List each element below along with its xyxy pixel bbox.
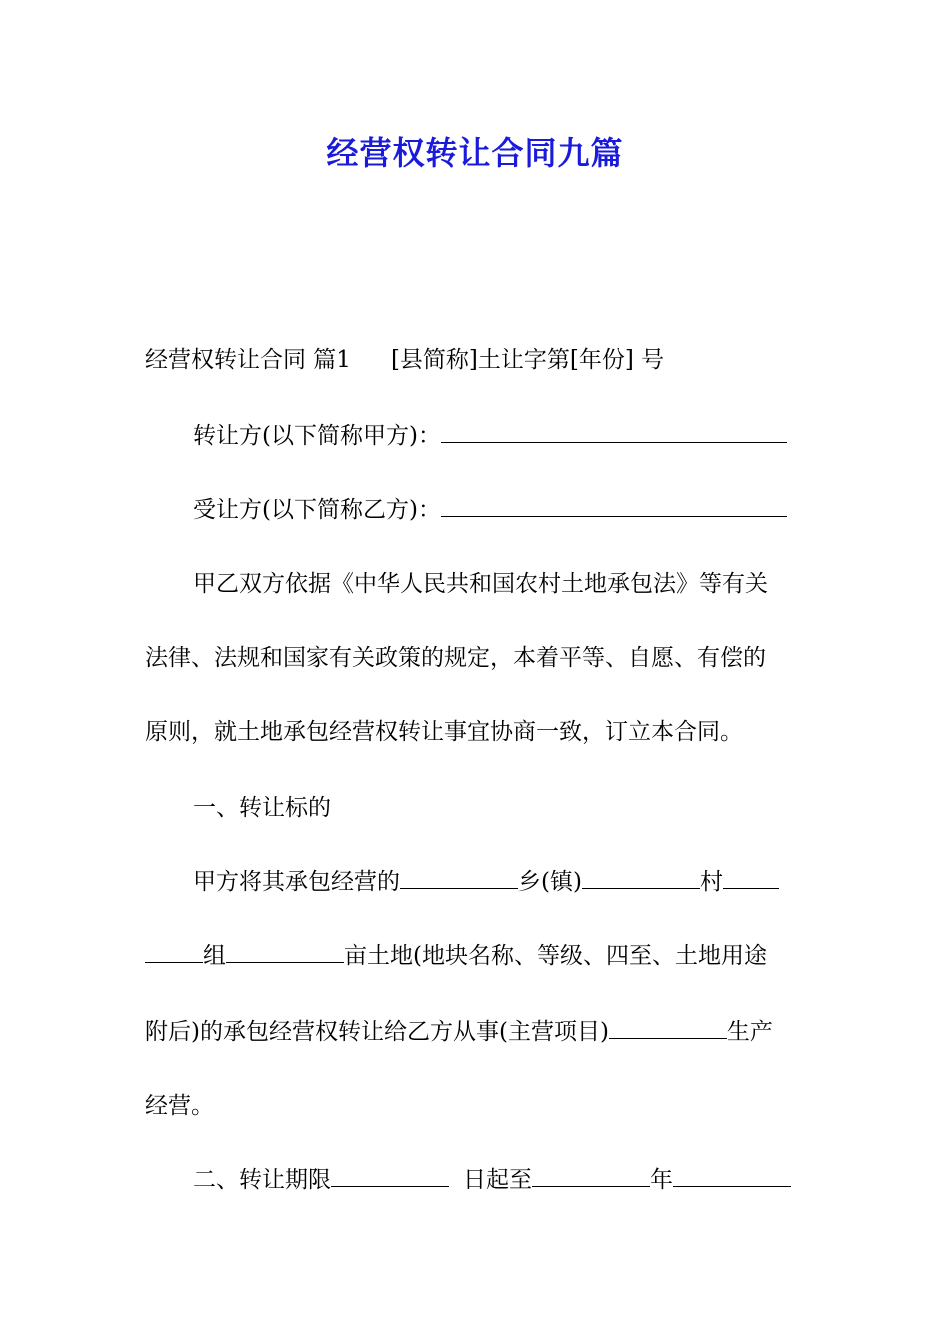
contract-heading-left: 经营权转让合同 篇1	[145, 347, 351, 373]
party-a-blank	[441, 420, 787, 443]
project-blank	[609, 1016, 727, 1039]
section-1-title: 一、转让标的	[193, 795, 331, 821]
group-blank-start	[723, 866, 779, 889]
contract-number: [县简称]土让字第[年份] 号	[390, 347, 665, 373]
intro-line-3: 原则，就土地承包经营权转让事宜协商一致，订立本合同。	[145, 719, 743, 745]
end-year-blank	[532, 1164, 650, 1187]
section-2-line	[145, 1164, 805, 1196]
village-blank	[582, 866, 700, 889]
section-1-line-3	[145, 1016, 805, 1048]
start-date-blank	[331, 1164, 449, 1187]
party-b-blank	[441, 494, 787, 517]
document-title: 经营权转让合同九篇	[326, 134, 624, 172]
section-1-line-1	[145, 866, 805, 898]
section-2-title: 二、转让期限	[193, 1167, 331, 1193]
party-a-label: 转让方(以下简称甲方)：	[193, 423, 441, 449]
township-blank	[400, 866, 518, 889]
party-a-line	[145, 420, 805, 452]
s1-text-d: 组	[203, 943, 226, 969]
s1-text-b: 乡(镇)	[518, 869, 582, 895]
section-1-line-2	[145, 940, 805, 972]
s1-text-c: 村	[699, 869, 723, 895]
party-b-label: 受让方(以下简称乙方)：	[193, 497, 441, 523]
s1-text-f: 附后)的承包经营权转让给乙方从事(主营项目)	[145, 1019, 609, 1045]
party-b-line	[145, 494, 805, 526]
intro-line-1: 甲乙双方依据《中华人民共和国农村土地承包法》等有关	[193, 571, 768, 597]
contract-heading	[145, 344, 805, 376]
group-blank-end	[145, 940, 203, 963]
s1-text-a: 甲方将其承包经营的	[193, 869, 400, 895]
intro-line-2: 法律、法规和国家有关政策的规定，本着平等、自愿、有偿的	[145, 645, 766, 671]
s1-text-g: 生产	[726, 1019, 773, 1045]
section-1-line-4: 经营。	[145, 1093, 214, 1119]
area-blank	[226, 940, 344, 963]
s1-text-e: 亩土地(地块名称、等级、四至、土地用途	[344, 943, 767, 969]
section-2-text-c: 年	[650, 1167, 673, 1193]
end-month-blank	[673, 1164, 791, 1187]
section-2-text-b: 日起至	[463, 1167, 532, 1193]
